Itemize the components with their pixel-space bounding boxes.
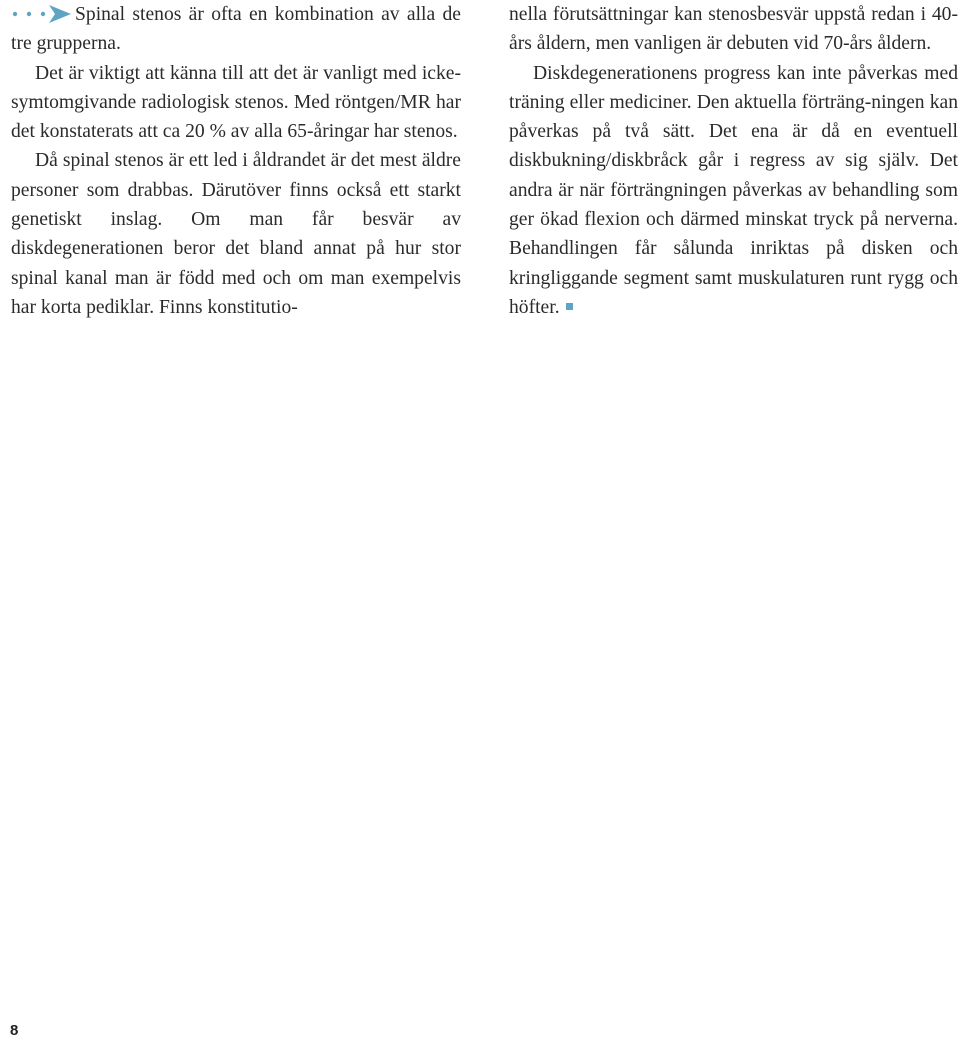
paragraph-radiologic-stenosis: Det är viktigt att känna till att det är vanligt med icke-symtomgivande radiologisk stenos. Med röntgen/MR har det konstaterats att ca 20 % av alla 65-åringar har stenos. xyxy=(11,62,461,143)
paragraph-intro-text: Spinal stenos är ofta en kombination av alla de tre grupperna. xyxy=(11,4,461,55)
end-square-icon xyxy=(566,303,573,310)
paragraph-treatment xyxy=(509,59,958,323)
page-number: 8 xyxy=(10,1022,19,1039)
left-text-column xyxy=(11,0,461,322)
right-text-column xyxy=(509,0,958,322)
dots-arrow-marker-icon xyxy=(11,3,73,23)
paragraph-intro xyxy=(11,0,461,59)
paragraph-treatment-text: Diskdegenerationens progress kan inte påverkas med träning eller mediciner. Den aktuella förträng-ningen kan påverkas på två sätt. Det ena är då en eventuell diskbukning/diskbråck går i regress av sig själv. Det andra är när förträngningen påverkas av behandling som ger ökad flexion och därmed minskat tryck på nerverna. Behandlingen får sålunda inriktas på disken och kringliggande segment samt muskulaturen runt rygg och höfter. xyxy=(509,62,958,318)
paragraph-aging-genetics: Då spinal stenos är ett led i åldrandet är det mest äldre personer som drabbas. Därutöver finns också ett starkt genetiskt inslag. Om man får besvär av diskdegenerationen beror det bland annat på hur stor spinal kanal man är född med och om man exempelvis har korta pediklar. Finns konstitutio- xyxy=(11,150,461,318)
paragraph-onset-age: nella förutsättningar kan stenosbesvär uppstå redan i 40-års åldern, men vanligen är debuten vid 70-års åldern. xyxy=(509,4,958,55)
